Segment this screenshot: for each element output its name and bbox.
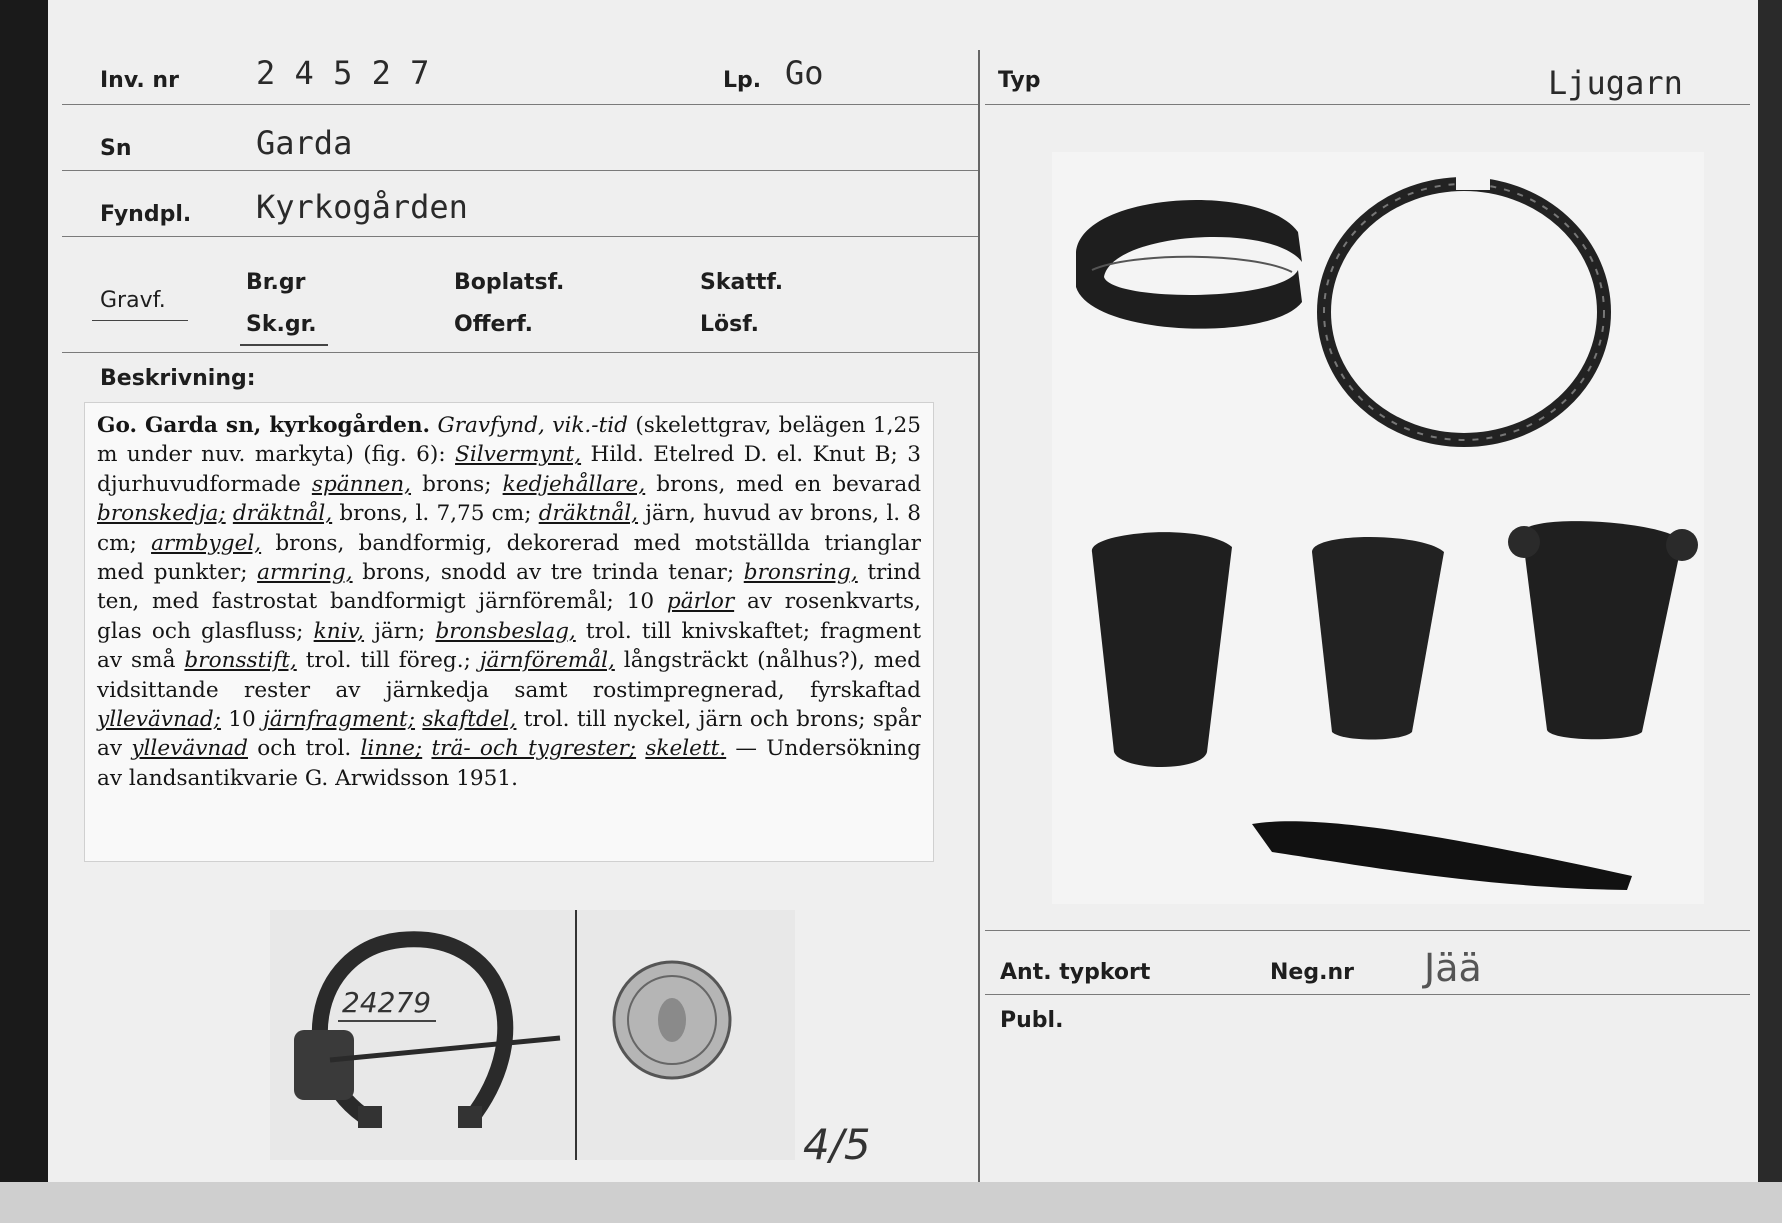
lp-label: Lp. (723, 68, 762, 93)
brooch-number-underline (338, 1020, 436, 1022)
description-item-term: kedjehållare, (502, 471, 646, 497)
rule-publ (985, 994, 1750, 995)
description-heading: Go. Garda sn, kyrkogården. (97, 413, 431, 438)
skattf-label: Skattf. (700, 270, 784, 295)
description-text: trol. till knivskaftet; fragment av små (97, 618, 922, 674)
inv-value: 2 4 5 2 7 (256, 54, 430, 92)
rule-gravf (62, 352, 978, 353)
brooch-3 (1522, 521, 1682, 739)
description-item-term: bronsbeslag, (435, 618, 576, 644)
photo-divider (575, 910, 577, 1160)
description-text: järn, huvud av brons, l. 8 cm; (97, 501, 921, 556)
description-clipping (84, 402, 934, 862)
brooch-1 (1092, 532, 1232, 767)
column-divider (978, 50, 980, 1182)
sn-value: Garda (256, 124, 353, 162)
brooch-number: 24279 (342, 986, 432, 1019)
description-item-term: järnföremål, (479, 648, 615, 674)
description-text: av rosenkvarts, glas och glasfluss; (97, 589, 922, 644)
artifact-photo-drawing (1052, 152, 1704, 904)
fyndpl-value: Kyrkogården (256, 188, 468, 226)
scan-edge (1758, 0, 1782, 1182)
fyndpl-label: Fyndpl. (100, 202, 192, 227)
description-item-term: spännen, (311, 471, 412, 497)
brooch-coin-drawing (270, 910, 795, 1160)
description-item-term: dräktnål, (538, 501, 639, 527)
description-item-term: armring, (257, 560, 353, 586)
description-text: — Undersökning av landsantikvarie G. Arwidsson 1951. (97, 736, 921, 791)
description-text: och trol. (248, 736, 361, 762)
armring-twisted (1324, 184, 1604, 440)
sn-label: Sn (100, 136, 132, 161)
typ-label: Typ (998, 68, 1041, 93)
scan-margin (0, 1182, 1782, 1223)
iron-fragment (1252, 821, 1632, 890)
description-item-term: järnfragment; (263, 707, 416, 733)
publ-label: Publ. (1000, 1008, 1064, 1033)
description-item-term: skaftdel, (422, 707, 517, 733)
artifact-photo (1052, 152, 1704, 904)
description-item-term: bronsstift, (184, 648, 297, 674)
description-item-term: armbygel, (151, 530, 262, 556)
description-body (97, 413, 921, 791)
description-text: 10 (220, 707, 264, 733)
description-item-term: pärlor (666, 589, 735, 615)
beskrivning-label: Beskrivning: (100, 366, 256, 391)
typ-value: Ljugarn (1548, 64, 1683, 102)
description-text: brons, med en bevarad (645, 471, 922, 497)
gravf-label: Gravf. (100, 288, 166, 313)
offerf-label: Offerf. (454, 312, 534, 337)
rule-fyndpl (62, 236, 978, 237)
brgr-label: Br.gr (246, 270, 306, 295)
description-item-term: trä- och tygrester; (431, 736, 637, 762)
rule-typ (985, 104, 1750, 105)
brooch-2 (1312, 537, 1444, 740)
description-item-term: kniv, (313, 618, 365, 644)
description-text: brons, bandformig, dekorerad med motställda trianglar med punkter; (97, 530, 921, 586)
gravf-underline (92, 320, 188, 321)
negnr-value: Jää (1424, 946, 1482, 990)
brooch-coin-photo (270, 910, 795, 1160)
description-item-term: Silvermynt, (455, 442, 582, 468)
ant-typkort-label: Ant. typkort (1000, 960, 1151, 985)
description-item-term: yllevävnad (131, 736, 248, 762)
description-text: trol. till föreg.; (296, 648, 480, 674)
skgr-underline (240, 344, 328, 346)
description-item-term: linne; (360, 736, 423, 762)
description-text (226, 501, 233, 526)
rule-inv (62, 104, 978, 105)
description-text: trind ten, med fastrostat bandformigt järnföremål; 10 (97, 560, 921, 615)
description-text: trol. till nyckel, järn och brons; spår av (97, 707, 921, 762)
description-item-term: bronskedja; (97, 501, 226, 527)
page-mark: 4/5 (803, 1120, 871, 1169)
description-item-term: yllevävnad; (97, 707, 221, 733)
skgr-label: Sk.gr. (246, 312, 317, 337)
lp-value: Go (785, 54, 824, 92)
rule-ant (985, 930, 1750, 931)
rule-sn (62, 170, 978, 171)
description-text: långsträckt (nålhus?), med vidsittande rester av järnkedja samt rostimpregnerad, fyrskaftad (97, 648, 921, 703)
description-text: järn; (364, 618, 436, 644)
description-text: brons, l. 7,75 cm; (332, 501, 539, 527)
negnr-label: Neg.nr (1270, 960, 1354, 985)
inv-label: Inv. nr (100, 68, 179, 93)
description-item-term: dräktnål, (232, 501, 333, 527)
description-text (636, 736, 645, 761)
losf-label: Lösf. (700, 312, 759, 337)
description-text: brons, snodd av tre trinda tenar; (352, 560, 744, 586)
description-text: Hild. Etelred D. el. Knut B; 3 djurhuvudformade (97, 442, 921, 497)
description-item-term: bronsring, (743, 560, 858, 586)
description-item-term: skelett. (645, 736, 727, 762)
description-italic: Gravfynd, vik.-tid (437, 413, 629, 438)
description-text: brons; (411, 471, 503, 497)
boplatsf-label: Boplatsf. (454, 270, 565, 295)
description-text: (skelettgrav, belägen 1,25 m under nuv. markyta) (fig. 6): (97, 413, 921, 468)
